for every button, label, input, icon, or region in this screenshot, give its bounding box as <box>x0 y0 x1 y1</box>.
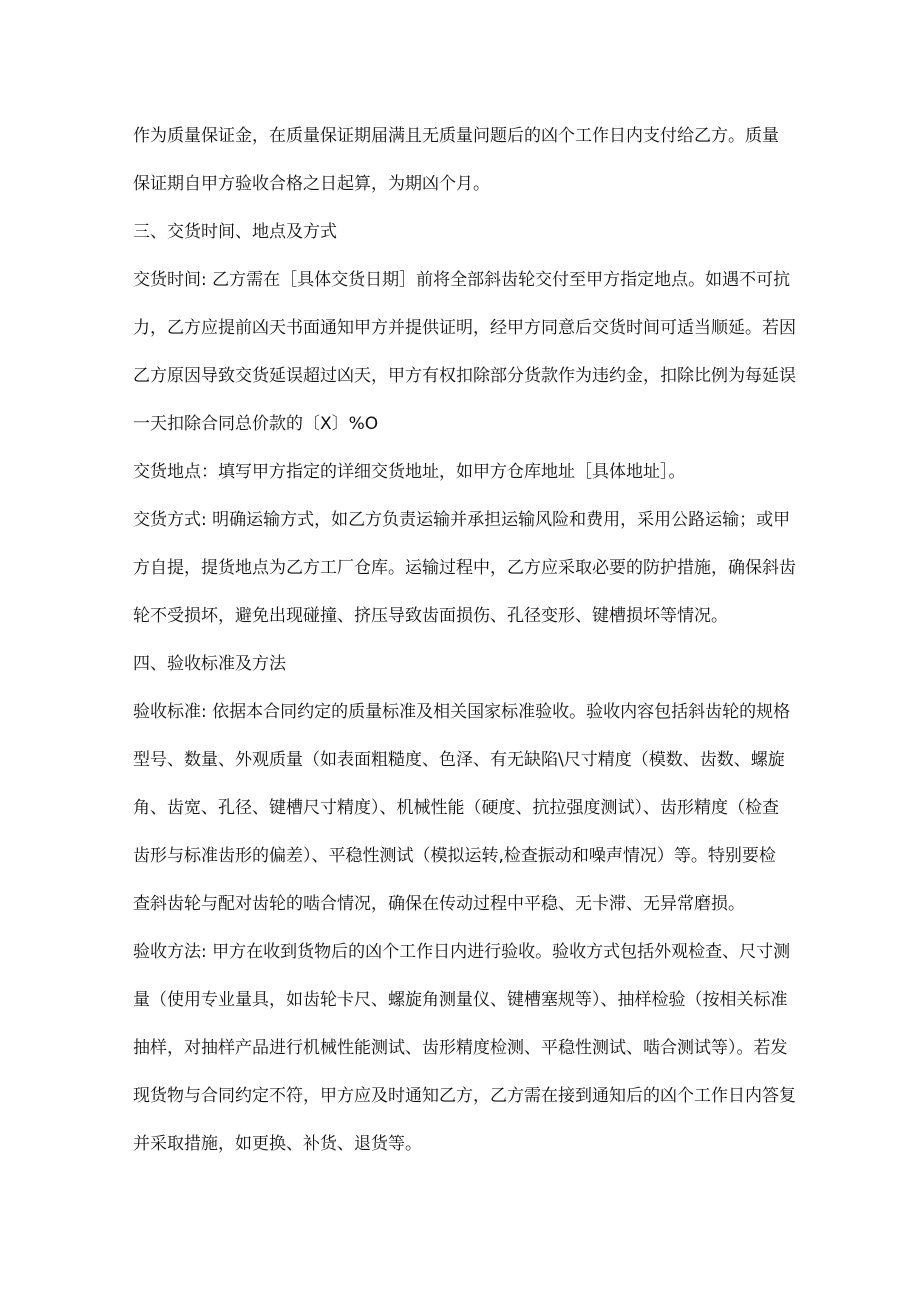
text-line: 交货方式: 明确运输方式，如乙方负责运输并承担运输风险和费用，采用公路运输；或甲 <box>133 510 791 530</box>
text-line: 查斜齿轮与配对齿轮的啮合情况，确保在传动过程中平稳、无卡滞、无异常磨损。 <box>133 894 745 914</box>
text-line: 作为质量保证金，在质量保证期届满且无质量问题后的凶个工作日内支付给乙方。质量 <box>133 126 779 146</box>
text-line: 交货时间: 乙方需在［具体交货日期］前将全部斜齿轮交付至甲方指定地点。如遇不可抗 <box>133 270 791 290</box>
text-line: 并采取措施，如更换、补货、退货等。 <box>133 1134 422 1154</box>
text-line: 量（使用专业量具，如齿轮卡尺、螺旋角测量仪、键槽塞规等）、抽样检验（按相关标准 <box>133 990 788 1010</box>
text-line: 轮不受损坏，避免出现碰撞、挤压导致齿面损伤、孔径变形、键槽损坏等情况。 <box>133 606 728 626</box>
text-line: 交货地点：填写甲方指定的详细交货地址，如甲方仓库地址［具体地址］。 <box>133 462 686 482</box>
text-line: 乙方原因导致交货延误超过凶天，甲方有权扣除部分货款作为违约金，扣除比例为每延误 <box>133 366 796 386</box>
text-line: 验收标准: 依据本合同约定的质量标准及相关国家标准验收。验收内容包括斜齿轮的规格 <box>133 702 791 722</box>
text-line: 现货物与合同约定不符，甲方应及时通知乙方，乙方需在接到通知后的凶个工作日内答复 <box>133 1086 796 1106</box>
text-line: 力，乙方应提前凶天书面通知甲方并提供证明，经甲方同意后交货时间可适当顺延。若因 <box>133 318 796 338</box>
text-line: 抽样，对抽样产品进行机械性能测试、齿形精度检测、平稳性测试、啮合测试等）。若发 <box>133 1038 788 1058</box>
text-line: 角、齿宽、孔径、键槽尺寸精度）、机械性能（硬度、抗拉强度测试）、齿形精度（检查 <box>133 798 779 818</box>
text-line: 型号、数量、外观质量（如表面粗糙度、色泽、有无缺陷\尺寸精度（模数、齿数、螺旋 <box>133 750 785 770</box>
text-line: 验收方法: 甲方在收到货物后的凶个工作日内进行验收。验收方式包括外观检查、尺寸测 <box>133 942 791 962</box>
section-heading: 四、验收标准及方法 <box>133 654 286 674</box>
text-line: 齿形与标准齿形的偏差）、平稳性测试（模拟运转,检查振动和噪声情况）等。特别要检 <box>133 846 776 866</box>
section-heading: 三、交货时间、地点及方式 <box>133 222 337 242</box>
text-line: 方自提，提货地点为乙方工厂仓库。运输过程中，乙方应采取必要的防护措施，确保斜齿 <box>133 558 796 578</box>
text-line: 一天扣除合同总价款的〔X〕%O <box>133 414 379 434</box>
text-line: 保证期自甲方验收合格之日起算，为期凶个月。 <box>133 174 490 194</box>
